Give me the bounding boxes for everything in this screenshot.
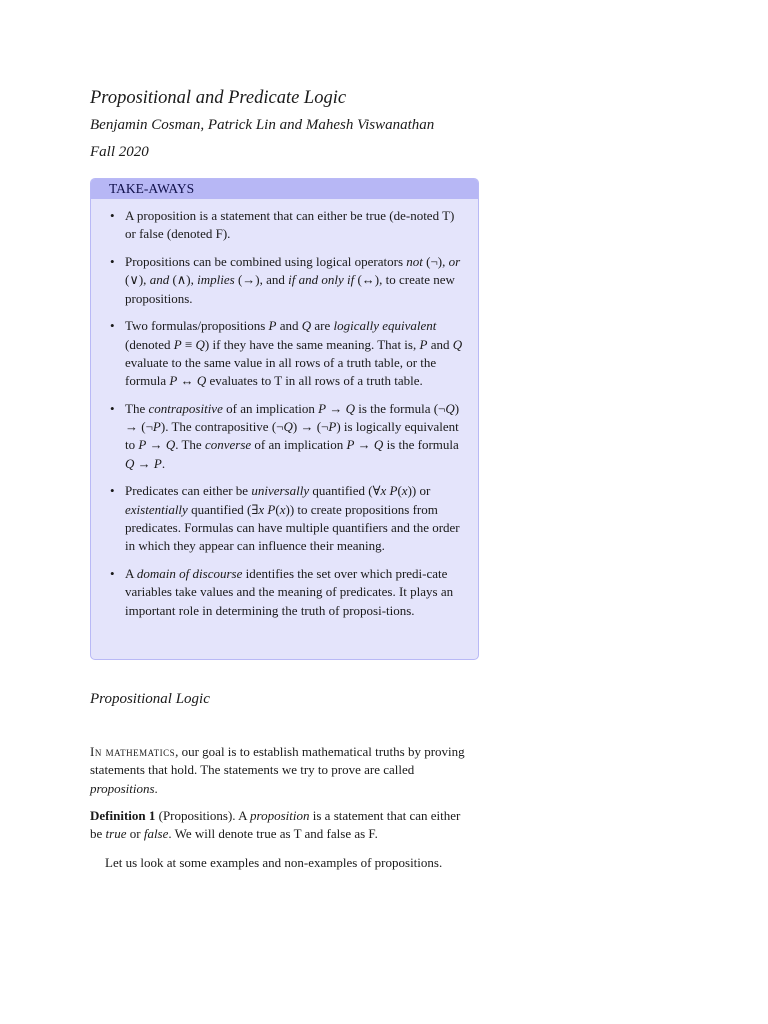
takeaway-emphasis: x P	[380, 483, 398, 499]
takeaway-emphasis: P	[169, 373, 178, 389]
definition-mid: is a statement that can either be	[90, 808, 461, 842]
takeaway-segment: of an implication	[222, 400, 319, 416]
takeaway-emphasis: Q	[301, 318, 312, 334]
takeaway-emphasis: P	[328, 419, 337, 435]
takeaway-item	[110, 253, 464, 308]
takeaway-emphasis: x P	[258, 501, 276, 517]
bullet-icon: •	[110, 566, 115, 581]
takeaway-segment: (→), and	[234, 272, 289, 288]
takeaways-heading: TAKE-AWAYS	[91, 179, 478, 199]
bullet-icon: •	[110, 318, 115, 334]
takeaways-box	[90, 178, 479, 660]
takeaway-emphasis: not	[406, 253, 423, 269]
takeaway-emphasis: x	[401, 483, 408, 499]
document-title: Propositional and Predicate Logic	[90, 88, 347, 108]
takeaway-segment: (∨),	[125, 272, 150, 288]
takeaway-segment: ) → (¬	[292, 419, 329, 435]
takeaways-list	[91, 199, 478, 620]
document-term: Fall 2020	[90, 144, 149, 160]
takeaway-emphasis: converse	[204, 437, 252, 453]
takeaway-emphasis: P	[173, 336, 182, 352]
takeaway-segment: ) is logically equivalent to	[125, 419, 459, 453]
takeaway-segment: evaluates to T in all rows of a truth table.	[206, 373, 423, 389]
takeaway-segment: quantified (∀	[309, 483, 381, 499]
takeaway-segment: A	[125, 566, 137, 581]
takeaway-emphasis: Q	[345, 400, 356, 416]
takeaway-emphasis: x	[279, 501, 286, 517]
takeaway-segment: is the formula (¬	[355, 400, 446, 416]
takeaway-emphasis: Q	[452, 336, 463, 352]
takeaway-segment: →	[134, 455, 154, 471]
takeaway-emphasis: Q	[283, 419, 293, 435]
intro-em: propositions	[90, 780, 155, 796]
takeaway-segment: Predicates can either be	[125, 483, 252, 499]
takeaway-emphasis: Q	[373, 437, 384, 453]
takeaway-segment: (∧),	[169, 272, 198, 288]
takeaway-emphasis: and	[149, 272, 170, 288]
takeaway-emphasis: Q	[445, 400, 455, 416]
takeaway-emphasis: P	[268, 318, 277, 334]
takeaway-emphasis: implies	[197, 272, 235, 288]
takeaway-item	[110, 207, 464, 244]
takeaway-segment: quantified (∃	[187, 501, 259, 517]
takeaway-emphasis: domain of discourse	[136, 566, 243, 581]
takeaway-emphasis: Q	[196, 373, 207, 389]
takeaway-segment: Propositions can be combined using logical operators	[125, 253, 407, 269]
takeaway-segment: are	[311, 318, 334, 334]
takeaway-text	[125, 207, 464, 244]
takeaway-item	[110, 400, 464, 473]
takeaway-segment: →	[354, 437, 374, 453]
takeaway-segment: (denoted	[125, 336, 174, 352]
definition-name: (Propositions).	[155, 808, 236, 823]
takeaway-segment: (¬),	[422, 253, 449, 269]
takeaway-segment: . The	[175, 437, 205, 453]
closing-paragraph: Let us look at some examples and non-examples of propositions.	[105, 855, 443, 870]
takeaway-segment: and	[276, 318, 302, 334]
takeaway-segment: →	[146, 437, 166, 453]
takeaway-emphasis: P	[318, 400, 327, 416]
intro-rest: , our goal is to establish mathematical truths by proving statements that hold. The statements we try to prove are called	[90, 744, 465, 778]
takeaway-text	[125, 317, 464, 390]
takeaway-emphasis: Q	[165, 437, 176, 453]
bullet-icon: •	[110, 208, 115, 223]
definition-label: Definition 1	[90, 808, 156, 823]
takeaway-segment: ) if they have the same meaning. That is,	[204, 336, 420, 352]
takeaway-segment: A proposition is a statement that can either be true (de-noted T) or false (denoted F).	[125, 208, 455, 242]
takeaway-emphasis: P	[153, 455, 162, 471]
takeaway-segment: .	[161, 455, 166, 471]
takeaway-item	[110, 317, 464, 390]
definition-rest: . We will denote true as T and false as F.	[168, 826, 378, 842]
intro-end: .	[154, 780, 158, 796]
takeaway-segment: evaluate to the same value in all rows of a truth table, or the formula	[125, 354, 437, 389]
takeaway-emphasis: P	[152, 419, 161, 435]
takeaway-item	[110, 565, 464, 620]
document-authors: Benjamin Cosman, Patrick Lin and Mahesh Viswanathan	[90, 117, 435, 133]
takeaway-text	[125, 482, 464, 555]
takeaway-emphasis: contrapositive	[148, 400, 223, 416]
takeaway-segment: identifies the set over which predi-cate variables take values and the meaning of predicates. It plays an important role in determining the truth of proposi-tions.	[125, 566, 454, 618]
takeaway-segment: (	[275, 501, 280, 517]
takeaway-segment: (	[397, 483, 402, 499]
takeaway-segment: →	[326, 400, 346, 416]
intro-paragraph	[90, 743, 475, 798]
takeaway-segment: The	[125, 400, 149, 416]
bullet-icon: •	[110, 253, 115, 269]
takeaway-emphasis: if and only if	[288, 272, 355, 288]
takeaway-emphasis: existentially	[125, 501, 188, 517]
definition-term: proposition	[250, 808, 310, 823]
takeaway-segment: (↔), to create new propositions.	[125, 272, 455, 306]
takeaway-emphasis: P	[419, 336, 428, 352]
definition-paragraph	[90, 807, 475, 844]
takeaway-segment: )) to create propositions from predicates. Formulas can have multiple quantifiers and the order in which they appear can influence their meaning.	[125, 501, 460, 554]
definition-false: false	[143, 826, 169, 842]
takeaway-emphasis: universally	[251, 483, 310, 499]
definition-pre: A	[235, 808, 251, 823]
takeaway-segment: ) → (¬	[125, 400, 460, 435]
takeaway-emphasis: P	[346, 437, 355, 453]
takeaway-segment: )) or	[407, 483, 431, 499]
takeaway-item	[110, 482, 464, 555]
bullet-icon: •	[110, 400, 115, 416]
takeaway-emphasis: Q	[125, 455, 135, 471]
takeaway-segment: and	[427, 336, 453, 352]
intro-smallcaps: In mathematics	[90, 744, 176, 759]
bullet-icon: •	[110, 483, 115, 499]
takeaway-emphasis: Q	[195, 336, 205, 352]
takeaway-emphasis: P	[138, 437, 147, 453]
takeaway-emphasis: logically equivalent	[333, 318, 437, 334]
takeaway-segment: is the formula	[383, 437, 459, 453]
takeaway-emphasis: or	[448, 253, 461, 269]
takeaway-text	[125, 400, 464, 473]
definition-true: true	[105, 826, 127, 842]
takeaway-text	[125, 253, 464, 308]
definition-or: or	[126, 826, 144, 842]
takeaway-segment: ). The contrapositive (¬	[160, 419, 284, 435]
takeaway-text	[125, 565, 464, 620]
takeaway-segment: of an implication	[251, 437, 347, 453]
takeaway-segment: ↔	[177, 373, 197, 389]
takeaway-segment: ≡	[181, 336, 196, 352]
section-title: Propositional Logic	[90, 691, 210, 707]
takeaway-segment: Two formulas/propositions	[125, 318, 269, 334]
